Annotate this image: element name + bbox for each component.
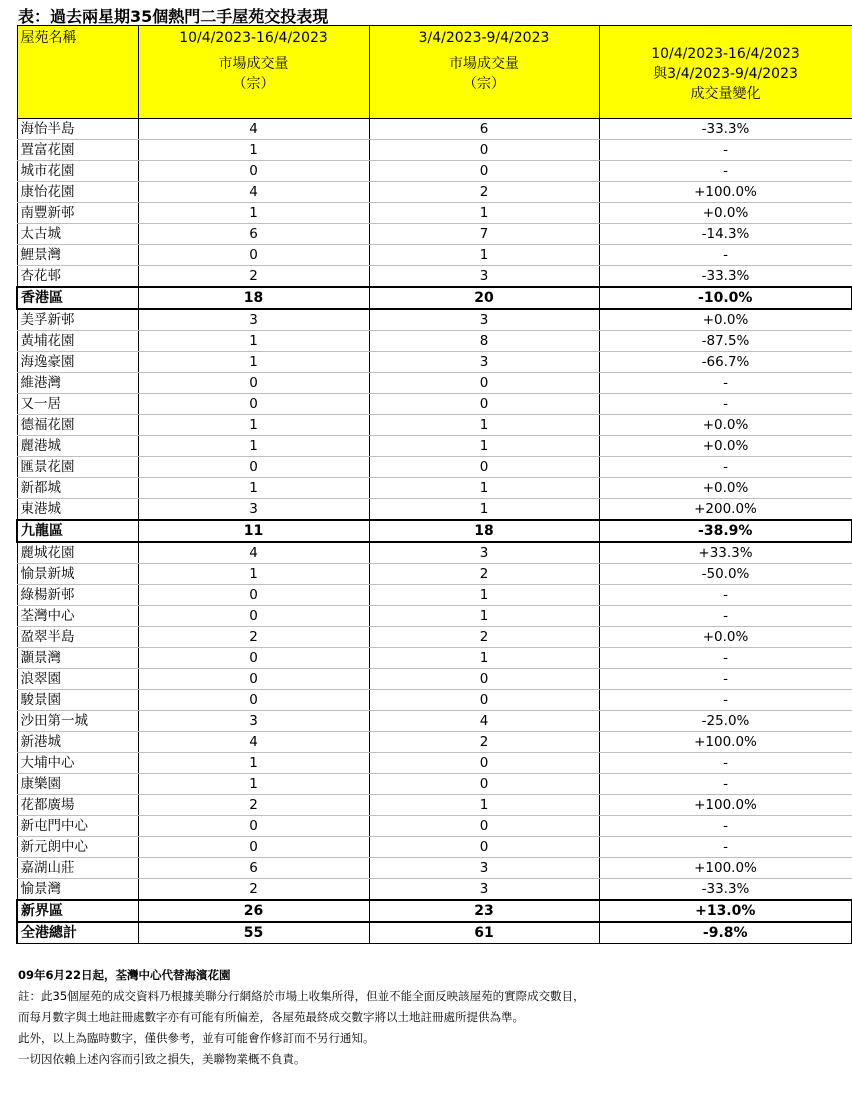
change-cell: -33.3% [599, 266, 852, 288]
change-cell: - [599, 690, 852, 711]
header-change-line2: 與3/4/2023-9/4/2023 [653, 66, 798, 82]
table-row [17, 436, 852, 457]
change-cell: -14.3% [599, 224, 852, 245]
estate-name-cell: 新元朗中心 [17, 837, 138, 858]
table-row [17, 266, 852, 288]
table-row [17, 119, 852, 140]
period1-volume-cell: 0 [138, 457, 369, 478]
estate-name-cell: 新屯門中心 [17, 816, 138, 837]
table-row [17, 711, 852, 732]
period2-volume-cell: 2 [369, 732, 599, 753]
change-cell: - [599, 669, 852, 690]
change-cell: - [599, 245, 852, 266]
table-row [17, 373, 852, 394]
change-cell: - [599, 606, 852, 627]
table-row [17, 499, 852, 521]
period2-volume-cell: 0 [369, 816, 599, 837]
change-cell: -25.0% [599, 711, 852, 732]
footnotes [18, 965, 585, 1070]
period2-volume-cell: 3 [369, 309, 599, 331]
period2-volume-cell: 1 [369, 499, 599, 521]
header-period1 [138, 26, 369, 119]
period2-volume-cell: 0 [369, 690, 599, 711]
period2-volume-cell: 7 [369, 224, 599, 245]
estate-name-cell: 嘉湖山莊 [17, 858, 138, 879]
period1-volume-cell: 1 [138, 140, 369, 161]
period1-volume-cell: 1 [138, 436, 369, 457]
estate-name-cell: 新港城 [17, 732, 138, 753]
estate-name-cell: 南豐新邨 [17, 203, 138, 224]
estate-name-cell: 九龍區 [17, 520, 138, 542]
estate-name-cell: 又一居 [17, 394, 138, 415]
change-cell: - [599, 753, 852, 774]
estate-name-cell: 美孚新邨 [17, 309, 138, 331]
change-cell: -87.5% [599, 331, 852, 352]
estate-name-cell: 置富花園 [17, 140, 138, 161]
period1-volume-cell: 4 [138, 119, 369, 140]
period2-volume-cell: 3 [369, 352, 599, 373]
change-cell: -33.3% [599, 119, 852, 140]
period1-volume-cell: 3 [138, 499, 369, 521]
change-cell: +100.0% [599, 182, 852, 203]
header-period2-volume: 市場成交量 [449, 56, 519, 72]
change-cell: -38.9% [599, 520, 852, 542]
table-row [17, 182, 852, 203]
footnote-1: 註：此35個屋苑的成交資料乃根據美聯分行網絡於市場上收集所得，但並不能全面反映該屋苑的實際成交數目， [18, 989, 585, 1003]
period1-volume-cell: 6 [138, 224, 369, 245]
change-cell: +200.0% [599, 499, 852, 521]
period2-volume-cell: 2 [369, 564, 599, 585]
estate-name-cell: 麗港城 [17, 436, 138, 457]
period2-volume-cell: 1 [369, 585, 599, 606]
period1-volume-cell: 1 [138, 774, 369, 795]
table-row [17, 669, 852, 690]
table-row [17, 415, 852, 436]
period1-volume-cell: 18 [138, 287, 369, 309]
period1-volume-cell: 1 [138, 352, 369, 373]
header-change-line3: 成交量變化 [690, 86, 761, 102]
table-row [17, 837, 852, 858]
footnote-0: 09年6月22日起，荃灣中心代替海濱花園 [18, 968, 231, 982]
page-title: 表：過去兩星期35個熱門二手屋苑交投表現 [18, 7, 329, 26]
table-row [17, 564, 852, 585]
change-cell: -50.0% [599, 564, 852, 585]
table-row [17, 753, 852, 774]
change-cell: - [599, 774, 852, 795]
period1-volume-cell: 1 [138, 415, 369, 436]
period2-volume-cell: 1 [369, 203, 599, 224]
change-cell: +0.0% [599, 415, 852, 436]
estate-name-cell: 大埔中心 [17, 753, 138, 774]
header-period2-dates: 3/4/2023-9/4/2023 [418, 30, 550, 46]
period2-volume-cell: 8 [369, 331, 599, 352]
table-row [17, 478, 852, 499]
period2-volume-cell: 0 [369, 457, 599, 478]
period1-volume-cell: 0 [138, 669, 369, 690]
estate-name-cell: 全港總計 [17, 922, 138, 944]
period1-volume-cell: 4 [138, 732, 369, 753]
table-row [17, 816, 852, 837]
change-cell: - [599, 140, 852, 161]
period2-volume-cell: 2 [369, 627, 599, 648]
estate-name-cell: 太古城 [17, 224, 138, 245]
table-row [17, 542, 852, 564]
period1-volume-cell: 2 [138, 879, 369, 901]
table-row [17, 140, 852, 161]
change-cell: - [599, 457, 852, 478]
estate-name-cell: 杏花邨 [17, 266, 138, 288]
table-row [17, 648, 852, 669]
period1-volume-cell: 0 [138, 394, 369, 415]
period2-volume-cell: 3 [369, 858, 599, 879]
period2-volume-cell: 2 [369, 182, 599, 203]
period1-volume-cell: 1 [138, 203, 369, 224]
table-row [17, 858, 852, 879]
period1-volume-cell: 6 [138, 858, 369, 879]
table-subtotal-row [17, 900, 852, 922]
estate-name-cell: 海逸豪園 [17, 352, 138, 373]
table-row [17, 309, 852, 331]
period1-volume-cell: 0 [138, 373, 369, 394]
estate-name-cell: 荃灣中心 [17, 606, 138, 627]
header-change [599, 26, 852, 119]
period2-volume-cell: 1 [369, 648, 599, 669]
period1-volume-cell: 4 [138, 542, 369, 564]
period2-volume-cell: 1 [369, 795, 599, 816]
estate-name-cell: 東港城 [17, 499, 138, 521]
period1-volume-cell: 11 [138, 520, 369, 542]
period1-volume-cell: 1 [138, 331, 369, 352]
estate-name-cell: 麗城花園 [17, 542, 138, 564]
table-subtotal-row [17, 922, 852, 944]
period2-volume-cell: 0 [369, 161, 599, 182]
period2-volume-cell: 20 [369, 287, 599, 309]
period1-volume-cell: 0 [138, 648, 369, 669]
period1-volume-cell: 1 [138, 753, 369, 774]
estate-name-cell: 愉景新城 [17, 564, 138, 585]
estate-name-cell: 康樂園 [17, 774, 138, 795]
footnote-2: 而每月數字與土地註冊處數字亦有可能有所偏差，各屋苑最終成交數字將以土地註冊處所提供為準。 [18, 1010, 524, 1024]
change-cell: -33.3% [599, 879, 852, 901]
table-row [17, 774, 852, 795]
change-cell: +0.0% [599, 478, 852, 499]
table-row [17, 203, 852, 224]
period1-volume-cell: 1 [138, 564, 369, 585]
change-cell: +33.3% [599, 542, 852, 564]
period2-volume-cell: 0 [369, 140, 599, 161]
change-cell: - [599, 837, 852, 858]
period2-volume-cell: 61 [369, 922, 599, 944]
estate-name-cell: 綠楊新邨 [17, 585, 138, 606]
table-row [17, 585, 852, 606]
period2-volume-cell: 0 [369, 373, 599, 394]
period2-volume-cell: 1 [369, 478, 599, 499]
estate-name-cell: 匯景花園 [17, 457, 138, 478]
period1-volume-cell: 0 [138, 837, 369, 858]
estate-name-cell: 康怡花園 [17, 182, 138, 203]
table-row [17, 457, 852, 478]
period2-volume-cell: 1 [369, 606, 599, 627]
estate-name-cell: 新界區 [17, 900, 138, 922]
header-period2-unit: （宗） [463, 76, 505, 92]
estate-name-cell: 新都城 [17, 478, 138, 499]
change-cell: -10.0% [599, 287, 852, 309]
footnote-4: 一切因依賴上述內容而引致之損失，美聯物業概不負責。 [18, 1052, 306, 1066]
table-row [17, 627, 852, 648]
header-period1-unit: （宗） [232, 76, 275, 92]
estate-name-cell: 浪翠園 [17, 669, 138, 690]
period2-volume-cell: 0 [369, 394, 599, 415]
estate-name-cell: 盈翠半島 [17, 627, 138, 648]
period1-volume-cell: 4 [138, 182, 369, 203]
transactions-table [16, 25, 852, 944]
estate-name-cell: 香港區 [17, 287, 138, 309]
change-cell: -9.8% [599, 922, 852, 944]
change-cell: +0.0% [599, 309, 852, 331]
table-row [17, 394, 852, 415]
change-cell: - [599, 816, 852, 837]
estate-name-cell: 海怡半島 [17, 119, 138, 140]
header-period2 [369, 26, 599, 119]
period1-volume-cell: 0 [138, 245, 369, 266]
period1-volume-cell: 3 [138, 309, 369, 331]
period2-volume-cell: 1 [369, 415, 599, 436]
period1-volume-cell: 26 [138, 900, 369, 922]
footnote-3: 此外，以上為臨時數字，僅供參考，並有可能會作修訂而不另行通知。 [18, 1031, 375, 1045]
table-row [17, 245, 852, 266]
estate-name-cell: 城市花園 [17, 161, 138, 182]
table-row [17, 795, 852, 816]
table-row [17, 690, 852, 711]
estate-name-cell: 駿景園 [17, 690, 138, 711]
change-cell: - [599, 394, 852, 415]
estate-name-cell: 沙田第一城 [17, 711, 138, 732]
period1-volume-cell: 2 [138, 627, 369, 648]
table-row [17, 331, 852, 352]
estate-name-cell: 維港灣 [17, 373, 138, 394]
period1-volume-cell: 0 [138, 585, 369, 606]
table-row [17, 732, 852, 753]
estate-name-cell: 灝景灣 [17, 648, 138, 669]
estate-name-cell: 花都廣場 [17, 795, 138, 816]
change-cell: - [599, 161, 852, 182]
estate-name-cell: 德福花園 [17, 415, 138, 436]
table-header-row [17, 26, 852, 119]
table-row [17, 224, 852, 245]
period1-volume-cell: 1 [138, 478, 369, 499]
change-cell: +100.0% [599, 858, 852, 879]
change-cell: +100.0% [599, 732, 852, 753]
table-row [17, 879, 852, 901]
period1-volume-cell: 2 [138, 795, 369, 816]
period1-volume-cell: 55 [138, 922, 369, 944]
period1-volume-cell: 0 [138, 690, 369, 711]
period2-volume-cell: 3 [369, 266, 599, 288]
table-row [17, 352, 852, 373]
period2-volume-cell: 3 [369, 542, 599, 564]
change-cell: - [599, 373, 852, 394]
estate-name-cell: 鯉景灣 [17, 245, 138, 266]
period2-volume-cell: 1 [369, 436, 599, 457]
period2-volume-cell: 4 [369, 711, 599, 732]
change-cell: +13.0% [599, 900, 852, 922]
period1-volume-cell: 2 [138, 266, 369, 288]
table-subtotal-row [17, 287, 852, 309]
period2-volume-cell: 3 [369, 879, 599, 901]
period2-volume-cell: 23 [369, 900, 599, 922]
period2-volume-cell: 0 [369, 669, 599, 690]
change-cell: +0.0% [599, 436, 852, 457]
period2-volume-cell: 6 [369, 119, 599, 140]
estate-name-cell: 黃埔花園 [17, 331, 138, 352]
change-cell: - [599, 648, 852, 669]
period2-volume-cell: 1 [369, 245, 599, 266]
change-cell: +100.0% [599, 795, 852, 816]
period1-volume-cell: 0 [138, 816, 369, 837]
header-period1-dates: 10/4/2023-16/4/2023 [179, 30, 328, 46]
period1-volume-cell: 0 [138, 161, 369, 182]
header-period1-volume: 市場成交量 [218, 56, 289, 72]
change-cell: - [599, 585, 852, 606]
header-estate-name: 屋苑名稱 [17, 26, 138, 119]
header-change-line1: 10/4/2023-16/4/2023 [651, 46, 800, 62]
change-cell: +0.0% [599, 627, 852, 648]
period2-volume-cell: 0 [369, 774, 599, 795]
table-subtotal-row [17, 520, 852, 542]
period1-volume-cell: 3 [138, 711, 369, 732]
change-cell: +0.0% [599, 203, 852, 224]
period2-volume-cell: 0 [369, 753, 599, 774]
table-row [17, 606, 852, 627]
change-cell: -66.7% [599, 352, 852, 373]
period2-volume-cell: 0 [369, 837, 599, 858]
period2-volume-cell: 18 [369, 520, 599, 542]
table-row [17, 161, 852, 182]
period1-volume-cell: 0 [138, 606, 369, 627]
estate-name-cell: 愉景灣 [17, 879, 138, 901]
